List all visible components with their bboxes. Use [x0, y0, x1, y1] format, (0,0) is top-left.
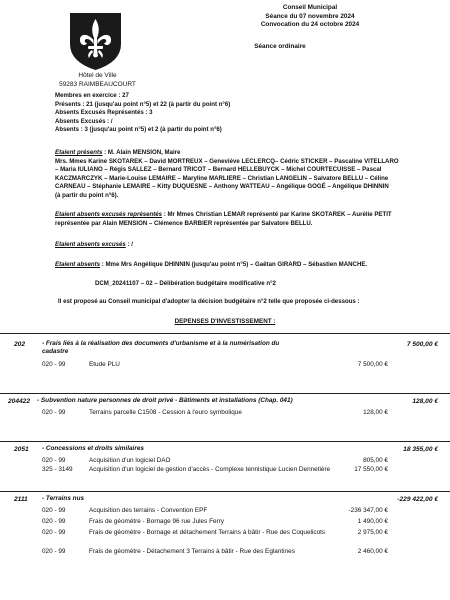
section-total: 128,00 € — [412, 398, 438, 405]
section-code: 2111 — [14, 496, 28, 503]
section-title: - Frais liés à la réalisation des documents d'urbanisme et à la numérisation du cadastre — [42, 340, 280, 356]
represented-label: Etaient absents excusés représentés — [55, 211, 163, 218]
absents-list: Etaient absents : Mme Mrs Angélique DHINNIN (jusqu'au point n°5) – Gaëtan GIRARD – Sébastien MANCHE. — [55, 261, 368, 268]
section-title: - Concessions et droits similaires — [42, 445, 144, 452]
represented-line: représentée par Alain MENSION – Clémence BARBIER représentée par Salvatore BELLU. — [55, 219, 313, 227]
session-type: Séance ordinaire — [254, 43, 306, 50]
section-code: 2051 — [14, 446, 29, 453]
proposal-text: Il est proposé au Conseil municipal d'adopter la décision budgétaire n°2 telle que proposée ci-dessous : — [58, 298, 360, 305]
present-line: (à partir du point n°6). — [55, 191, 119, 199]
dcm-reference: DCM_20241107 – 02 – Délibération budgétaire modificative n°2 — [95, 280, 276, 287]
section-divider — [0, 333, 450, 334]
members-absent-excused: Absents Excusés : / — [55, 117, 113, 125]
present-line: KACZMARCZYK – Marie-Louise LEMAIRE – Maryline MARLIERE – Christian LANGELIN – Salvatore BELLU – Céline — [55, 174, 389, 182]
present-label: Etaient présents — [55, 149, 103, 156]
members-present: Présents : 21 (jusqu'au point n°5) et 22 (à partir du point n°6) — [55, 100, 231, 108]
present-list — [55, 149, 445, 201]
section-title: - Subvention nature personnes de droit privé - Bâtiments et installations (Chap. 041) — [37, 397, 293, 404]
excused-list: Etaient absents excusés : / — [55, 241, 133, 248]
absents-label: Etaient absents — [55, 261, 101, 268]
mairie-city: 59283 RAIMBEAUCOURT — [59, 80, 136, 88]
depenses-title: DEPENSES D'INVESTISSEMENT : — [174, 318, 276, 325]
present-line: CARNEAU – Stéphanie LEMAIRE – Kitty DUQUESNE – Anthony WATTEAU – Angélique GOGÉ – Angélique DHINNIN — [55, 183, 389, 191]
section-code: 204422 — [8, 398, 31, 405]
section-title: - Terrains nus — [42, 495, 85, 502]
members-absent: Absents : 3 (jusqu'au point n°5) et 2 (à partir du point n°6) — [55, 126, 222, 134]
mairie-name: Hôtel de Ville — [78, 72, 117, 79]
fleur-de-lis-shield-logo — [67, 10, 124, 72]
represented-list: Etaient absents excusés représentés : Mr Mmes Christian LEMAR représenté par Karine SKOTAREK – Aurélie PETIT représentée par Alain MENSION – Clémence BARBIER représentée par Salvatore BELLU. — [55, 211, 445, 228]
section-total: 7 500,00 € — [406, 341, 438, 348]
header-council: Conseil Municipal — [282, 4, 338, 11]
section-total: -229 422,00 € — [397, 496, 438, 503]
section-divider — [0, 441, 450, 442]
section-code: 202 — [14, 341, 26, 348]
present-line: – Maria IULIANO – Régis SALLEZ – Bernard TRICOT – Bernard HELLEBUYCK – Michel COURTECUISSE – Pascal — [55, 166, 382, 174]
section-total: 18 355,00 € — [403, 446, 438, 453]
present-first-line: Etaient présents : M. Alain MENSION, Maire — [55, 149, 181, 156]
members-in-office: Membres en exercice : 27 — [55, 92, 129, 99]
present-line: Mrs. Mmes Karine SKOTAREK – David MORTREUX – Geneviève LECLERCQ– Cédric STICKER – Pascaline VITELLARO — [55, 157, 399, 165]
section-divider — [0, 491, 450, 492]
header-convocation: Convocation du 24 octobre 2024 — [260, 21, 360, 29]
members-absent-represented: Absents Excusés Représentés : 3 — [55, 109, 153, 117]
document-page: Hôtel de Ville 59283 RAIMBEAUCOURT Conseil Municipal Séance du 07 novembre 2024 Convocation du 24 octobre 2024 Séance ordinaire Membres en exercice : 27 Présents : 21 (jusqu'au point n°5) et 22 (à partir du point n°6) Absents Excusés Représentés : 3 Absents Excusés : / Absents : 3 (jusqu'au point n°5) et 2 (à partir du point n°6) Etaient présents : M. Alain MENSION, Maire Mrs. Mmes Karine SKOTAREK – David MORTREUX – Geneviève LECLERCQ– Cédric STICKER – Pascaline VITELLARO – Maria IULIANO – Régis SALLEZ – Bernard TRICOT – Bernard HELLEBUYCK – Michel COURTECUISSE – Pascal KACZMARCZYK – Marie-Louise LEMAIRE – Maryline MARLIERE – Christian LANGELIN – Salvatore BELLU – Céline CARNEAU – Stéphanie LEMAIRE – Kitty DUQUESNE – Anthony WATTEAU – Angélique GOGÉ – Angélique DHINNIN (à partir du point n°6). Etaient absents excusés représentés : Mr Mmes Christian LEMAR représenté par Karine SKOTAREK – Aurélie PETIT représentée par Alain MENSION – Clémence BARBIER représentée par Salvatore BELLU. Etaient absents excusés : / Etaient absents : Mme Mrs Angélique DHINNIN (jusqu'au point n°5) – Gaëtan GIRARD – Sébastien MANCHE. DCM_20241107 – 02 – Délibération budgétaire modificative n°2 Il est proposé au Conseil municipal d'adopter la décision budgétaire n°2 telle que proposée ci-dessous : DEPENSES D'INVESTISSEMENT : 202 - Frais liés à la réalisation des documents d'urbanisme et à la numérisation du cadastre 7 500,00 € 020 - 99 Etude PLU 7 500,00 € 204422 - Subvention nature personnes de droit privé - Bâtiments et installations (Chap. 041) 128,00 € 020 - 99 Terrains parcelle C1508 - Cession à l'euro symbolique 128,00 € 2051 - Concessions et droits similaires 18 355,00 € 020 - 99 Acquisition d'un logiciel DAO 805,00 € 325 - 3149 Acquisition d'un logiciel de gestion d'accès - Complexe tennistique Lucien Dennetière 17 550,00 € 2111 - Terrains nus -229 422,00 € 020 - 99 Acquisition des terrains - Convention EPF -236 347,00 € 020 - 99 Frais de géomètre - Bornage 96 rue Jules Ferry 1 490,00 € 020 - 99 Frais de géomètre - Bornage et détachement Terrains à bâtir - Rue des Coquelicots 2 975,00 € 020 - 99 Frais de géomètre - Détachement 3 Terrains à bâtir - Rue des Eglantines 2 460,00 € — [0, 0, 450, 600]
mairie-address — [40, 72, 155, 89]
members-summary — [55, 92, 230, 135]
section-divider — [0, 393, 450, 394]
excused-label: Etaient absents excusés — [55, 241, 126, 248]
document-header — [220, 4, 400, 30]
header-session-date: Séance du 07 novembre 2024 — [265, 12, 355, 20]
